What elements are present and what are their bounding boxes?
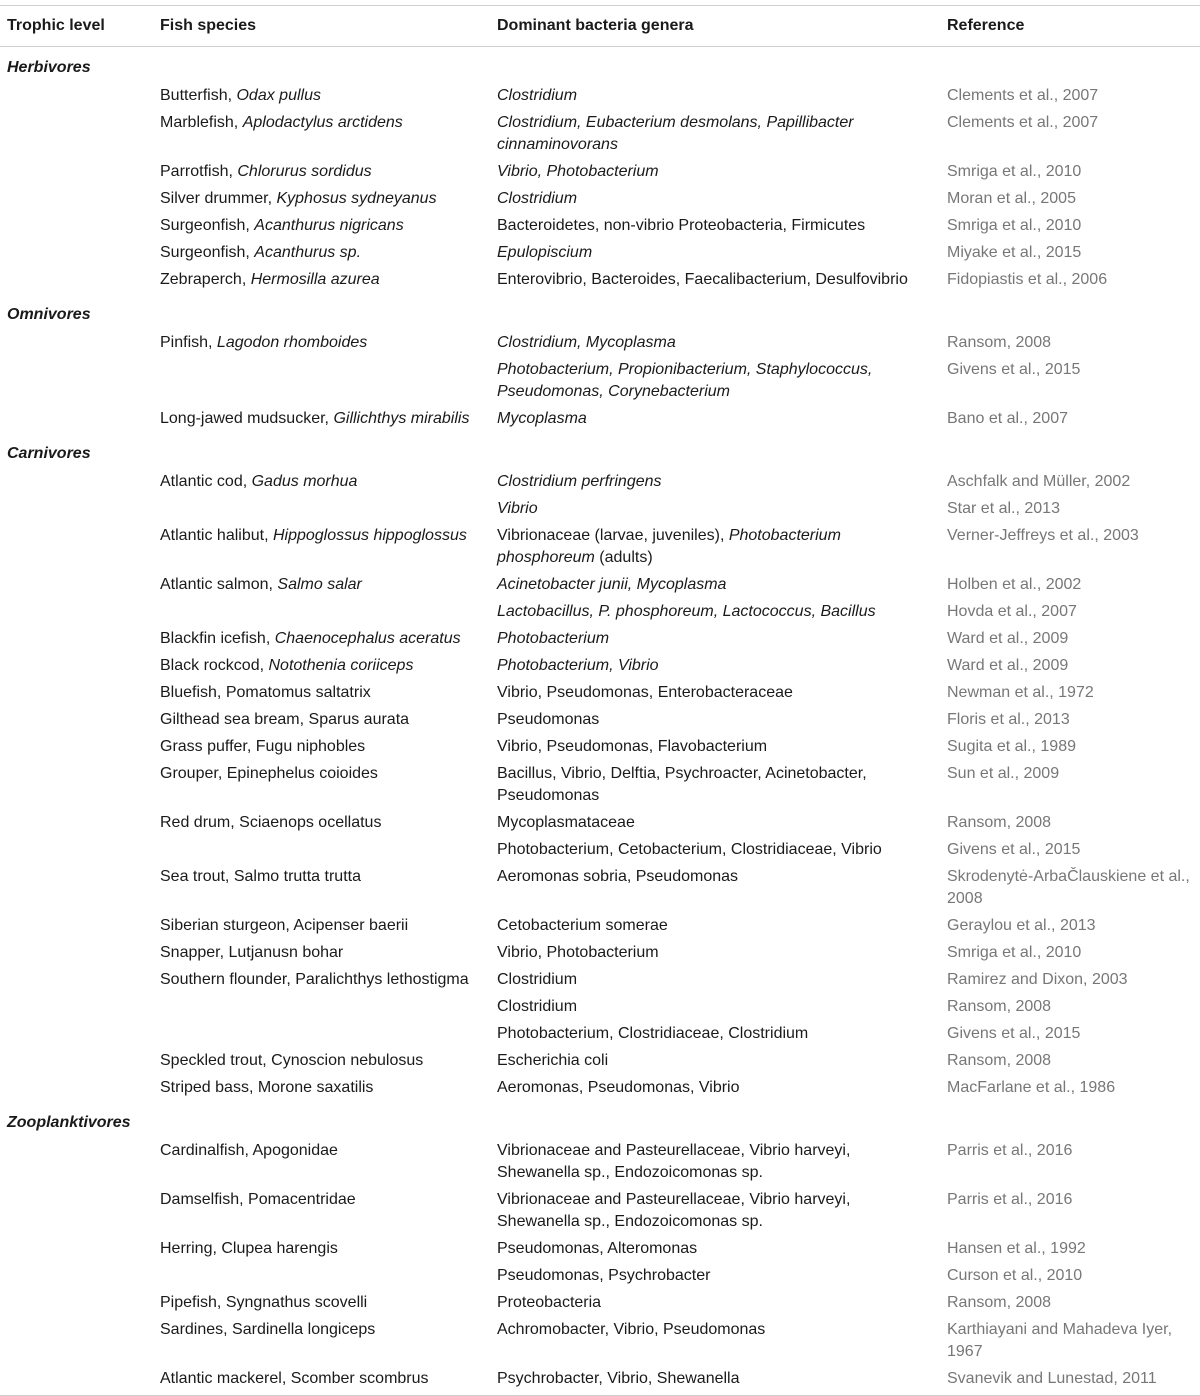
bacteria-text: Pseudomonas, Psychrobacter <box>497 1267 711 1284</box>
table-row <box>0 240 1200 267</box>
bacteria-cell <box>490 186 940 213</box>
species-common: Siberian sturgeon, Acipenser baerii <box>160 917 409 934</box>
reference-cell: Ward et al., 2009 <box>947 657 1069 674</box>
bacteria-cell <box>490 837 940 864</box>
species-cell <box>153 913 490 940</box>
species-scientific: Chaenocephalus aceratus <box>274 630 461 647</box>
bacteria-text: Proteobacteria <box>497 1294 602 1311</box>
species-cell <box>153 357 490 406</box>
table-row <box>0 1138 1200 1187</box>
trophic-cell <box>0 523 153 572</box>
bacteria-cell <box>490 940 940 967</box>
table-row <box>0 572 1200 599</box>
table-row <box>0 1187 1200 1236</box>
bacteria-text: Enterovibrio, Bacteroides, Faecalibacterium, Desulfovibrio <box>497 271 908 288</box>
table-row <box>0 406 1200 433</box>
reference-cell: Ransom, 2008 <box>947 1052 1052 1069</box>
bacteria-text: Pseudomonas <box>497 711 600 728</box>
reference-cell: Moran et al., 2005 <box>947 190 1076 207</box>
species-common: Grass puffer, Fugu niphobles <box>160 738 366 755</box>
trophic-cell <box>0 599 153 626</box>
table-row <box>0 1317 1200 1366</box>
species-cell <box>153 994 490 1021</box>
species-cell <box>153 572 490 599</box>
table-row <box>0 330 1200 357</box>
table-row <box>0 994 1200 1021</box>
trophic-cell <box>0 1366 153 1396</box>
table-row <box>0 734 1200 761</box>
species-cell <box>153 864 490 913</box>
header-fish-species: Fish species <box>153 6 490 47</box>
table-row <box>0 1236 1200 1263</box>
header-bacteria-genera: Dominant bacteria genera <box>490 6 940 47</box>
reference-cell: Newman et al., 1972 <box>947 684 1094 701</box>
reference-cell: Smriga et al., 2010 <box>947 217 1082 234</box>
trophic-cell <box>0 734 153 761</box>
trophic-cell <box>0 994 153 1021</box>
bacteria-text: Acinetobacter junii, Mycoplasma <box>497 576 727 593</box>
table-row <box>0 496 1200 523</box>
reference-cell: Ransom, 2008 <box>947 1294 1052 1311</box>
species-scientific: Gadus morhua <box>251 473 358 490</box>
bacteria-text: Mycoplasmataceae <box>497 814 635 831</box>
bacteria-cell <box>490 267 940 294</box>
bacteria-text: Vibrionaceae and Pasteurellaceae, Vibrio harveyi, Shewanella sp., Endozoicomonas sp. <box>497 1191 851 1230</box>
species-common: Bluefish, Pomatomus saltatrix <box>160 684 371 701</box>
bacteria-cell <box>490 864 940 913</box>
species-cell <box>153 159 490 186</box>
trophic-cell <box>0 837 153 864</box>
species-cell <box>153 406 490 433</box>
table-row <box>0 680 1200 707</box>
table-row <box>0 110 1200 159</box>
species-scientific: Lagodon rhomboides <box>216 334 368 351</box>
bacteria-text: Clostridium <box>497 971 578 988</box>
species-cell <box>153 967 490 994</box>
bacteria-cell <box>490 1366 940 1396</box>
bacteria-text: Clostridium, Mycoplasma <box>497 334 676 351</box>
bacteria-cell <box>490 1075 940 1102</box>
reference-cell: Geraylou et al., 2013 <box>947 917 1096 934</box>
table-row <box>0 186 1200 213</box>
trophic-cell <box>0 83 153 110</box>
table-row <box>0 469 1200 496</box>
species-common: Sardines, Sardinella longiceps <box>160 1321 376 1338</box>
reference-cell: Aschfalk and Müller, 2002 <box>947 473 1131 490</box>
trophic-cell <box>0 1021 153 1048</box>
header-trophic-level: Trophic level <box>0 6 153 47</box>
bacteria-cell <box>490 1290 940 1317</box>
species-cell <box>153 761 490 810</box>
trophic-cell <box>0 213 153 240</box>
species-common: Blackfin icefish, <box>160 630 275 647</box>
bacteria-cell <box>490 357 940 406</box>
group-row <box>0 294 1200 330</box>
table-row <box>0 761 1200 810</box>
species-common: Pipefish, Syngnathus scovelli <box>160 1294 368 1311</box>
bacteria-text: Clostridium <box>497 87 578 104</box>
trophic-cell <box>0 1138 153 1187</box>
bacteria-text: Aeromonas, Pseudomonas, Vibrio <box>497 1079 740 1096</box>
reference-cell: Ransom, 2008 <box>947 334 1052 351</box>
bacteria-cell <box>490 1138 940 1187</box>
table-row <box>0 1075 1200 1102</box>
bacteria-cell <box>490 994 940 1021</box>
group-label: Herbivores <box>7 59 91 76</box>
bacteria-cell <box>490 496 940 523</box>
reference-cell: Hansen et al., 1992 <box>947 1240 1086 1257</box>
reference-cell: Smriga et al., 2010 <box>947 944 1082 961</box>
species-cell <box>153 469 490 496</box>
bacteria-cell <box>490 1263 940 1290</box>
species-cell <box>153 1021 490 1048</box>
table-row <box>0 1290 1200 1317</box>
bacteria-text: Lactobacillus, P. phosphoreum, Lactococcus, Bacillus <box>497 603 876 620</box>
bacteria-cell <box>490 653 940 680</box>
bacteria-text: Psychrobacter, Vibrio, Shewanella <box>497 1370 740 1387</box>
reference-cell: Miyake et al., 2015 <box>947 244 1082 261</box>
species-cell <box>153 496 490 523</box>
reference-cell: MacFarlane et al., 1986 <box>947 1079 1116 1096</box>
bacteria-text: Vibrionaceae and Pasteurellaceae, Vibrio harveyi, Shewanella sp., Endozoicomonas sp. <box>497 1142 851 1181</box>
bacteria-text: Cetobacterium somerae <box>497 917 668 934</box>
table-row <box>0 837 1200 864</box>
species-common: Atlantic mackerel, Scomber scombrus <box>160 1370 429 1387</box>
group-row <box>0 1102 1200 1138</box>
species-cell <box>153 240 490 267</box>
species-cell <box>153 1075 490 1102</box>
trophic-cell <box>0 186 153 213</box>
bacteria-cell <box>490 572 940 599</box>
bacteria-text: Mycoplasma <box>497 410 587 427</box>
species-common: Surgeonfish, <box>160 244 255 261</box>
bacteria-cell <box>490 469 940 496</box>
table-row <box>0 357 1200 406</box>
table-body <box>0 47 1200 1396</box>
trophic-cell <box>0 653 153 680</box>
bacteria-cell <box>490 406 940 433</box>
bacteria-text: Clostridium, Eubacterium desmolans, Papillibacter cinnaminovorans <box>497 114 854 153</box>
bacteria-text: Photobacterium, Clostridiaceae, Clostridium <box>497 1025 809 1042</box>
species-cell <box>153 1366 490 1396</box>
bacteria-part: (adults) <box>594 549 653 566</box>
table-row <box>0 967 1200 994</box>
reference-cell: Ward et al., 2009 <box>947 630 1069 647</box>
species-cell <box>153 1138 490 1187</box>
bacteria-cell <box>490 83 940 110</box>
table-row <box>0 599 1200 626</box>
species-common: Cardinalfish, Apogonidae <box>160 1142 338 1159</box>
species-scientific: Gillichthys mirabilis <box>333 410 470 427</box>
table-row <box>0 1048 1200 1075</box>
species-scientific: Kyphosus sydneyanus <box>276 190 437 207</box>
group-row <box>0 433 1200 469</box>
species-common: Parrotfish, <box>160 163 238 180</box>
trophic-cell <box>0 406 153 433</box>
reference-cell: Star et al., 2013 <box>947 500 1060 517</box>
table-row <box>0 159 1200 186</box>
bacteria-cell <box>490 734 940 761</box>
bacteria-cell <box>490 1048 940 1075</box>
trophic-cell <box>0 1048 153 1075</box>
table-row <box>0 626 1200 653</box>
group-label: Carnivores <box>7 445 91 462</box>
reference-cell: Hovda et al., 2007 <box>947 603 1077 620</box>
trophic-cell <box>0 1236 153 1263</box>
reference-cell: Givens et al., 2015 <box>947 841 1081 858</box>
bacteria-text: Vibrio, Photobacterium <box>497 944 659 961</box>
reference-cell: Clements et al., 2007 <box>947 114 1099 131</box>
bacteria-cell <box>490 1021 940 1048</box>
species-cell <box>153 186 490 213</box>
species-cell <box>153 1263 490 1290</box>
table-row <box>0 653 1200 680</box>
species-cell <box>153 940 490 967</box>
bacteria-cell <box>490 626 940 653</box>
bacteria-part: Vibrionaceae (larvae, juveniles), <box>497 527 729 544</box>
bacteria-text: Epulopiscium <box>497 244 593 261</box>
table-row <box>0 810 1200 837</box>
bacteria-cell <box>490 680 940 707</box>
trophic-cell <box>0 680 153 707</box>
reference-cell: Holben et al., 2002 <box>947 576 1082 593</box>
species-common: Speckled trout, Cynoscion nebulosus <box>160 1052 424 1069</box>
bacteria-text: Clostridium perfringens <box>497 473 662 490</box>
bacteria-cell <box>490 213 940 240</box>
table-row <box>0 523 1200 572</box>
species-common: Red drum, Sciaenops ocellatus <box>160 814 382 831</box>
trophic-cell <box>0 864 153 913</box>
species-cell <box>153 653 490 680</box>
species-cell <box>153 523 490 572</box>
reference-cell: Floris et al., 2013 <box>947 711 1070 728</box>
bacteria-cell <box>490 159 940 186</box>
trophic-cell <box>0 469 153 496</box>
trophic-cell <box>0 572 153 599</box>
reference-cell: Bano et al., 2007 <box>947 410 1068 427</box>
bacteria-text: Clostridium <box>497 190 578 207</box>
species-common: Zebraperch, <box>160 271 251 288</box>
bacteria-cell <box>490 330 940 357</box>
reference-cell: Clements et al., 2007 <box>947 87 1099 104</box>
species-cell <box>153 213 490 240</box>
table-row <box>0 267 1200 294</box>
species-cell <box>153 83 490 110</box>
species-cell <box>153 680 490 707</box>
bacteria-text: Aeromonas sobria, Pseudomonas <box>497 868 739 885</box>
species-common: Atlantic cod, <box>160 473 252 490</box>
species-common: Gilthead sea bream, Sparus aurata <box>160 711 410 728</box>
trophic-cell <box>0 1075 153 1102</box>
bacteria-cell <box>490 1187 940 1236</box>
bacteria-text: Bacteroidetes, non-vibrio Proteobacteria, Firmicutes <box>497 217 866 234</box>
trophic-cell <box>0 626 153 653</box>
bacteria-text: Pseudomonas, Alteromonas <box>497 1240 698 1257</box>
trophic-cell <box>0 496 153 523</box>
reference-cell: Parris et al., 2016 <box>947 1142 1073 1159</box>
table-row <box>0 1263 1200 1290</box>
bacteria-text: Vibrio, Pseudomonas, Enterobacteraceae <box>497 684 793 701</box>
bacteria-text: Photobacterium, Cetobacterium, Clostridiaceae, Vibrio <box>497 841 882 858</box>
trophic-cell <box>0 357 153 406</box>
trophic-cell <box>0 967 153 994</box>
species-cell <box>153 707 490 734</box>
header-reference: Reference <box>940 6 1200 47</box>
bacteria-cell <box>490 761 940 810</box>
trophic-cell <box>0 810 153 837</box>
trophic-cell <box>0 159 153 186</box>
species-common: Striped bass, Morone saxatilis <box>160 1079 374 1096</box>
table-header <box>0 6 1200 47</box>
reference-cell: Ransom, 2008 <box>947 814 1052 831</box>
bacteria-cell <box>490 967 940 994</box>
species-common: Surgeonfish, <box>160 217 255 234</box>
bacteria-text: Bacillus, Vibrio, Delftia, Psychroacter, Acinetobacter, Pseudomonas <box>497 765 867 804</box>
bacteria-text: Vibrio, Photobacterium <box>497 163 659 180</box>
reference-cell: Smriga et al., 2010 <box>947 163 1082 180</box>
table-row <box>0 83 1200 110</box>
species-cell <box>153 267 490 294</box>
table-row <box>0 213 1200 240</box>
bacteria-cell <box>490 1236 940 1263</box>
trophic-cell <box>0 1317 153 1366</box>
bacteria-text: Clostridium <box>497 998 578 1015</box>
species-cell <box>153 599 490 626</box>
species-common: Grouper, Epinephelus coioides <box>160 765 378 782</box>
species-cell <box>153 734 490 761</box>
species-cell <box>153 626 490 653</box>
species-cell <box>153 110 490 159</box>
group-label: Zooplanktivores <box>7 1114 131 1131</box>
species-scientific: Chlorurus sordidus <box>237 163 372 180</box>
bacteria-text: Escherichia coli <box>497 1052 609 1069</box>
reference-cell: Sugita et al., 1989 <box>947 738 1076 755</box>
group-row <box>0 47 1200 84</box>
trophic-cell <box>0 940 153 967</box>
species-common: Snapper, Lutjanusn bohar <box>160 944 344 961</box>
species-common: Marblefish, <box>160 114 243 131</box>
trophic-cell <box>0 707 153 734</box>
bacteria-cell <box>490 1317 940 1366</box>
species-scientific: Notothenia coriiceps <box>268 657 414 674</box>
bacteria-table <box>0 5 1200 1396</box>
group-label: Omnivores <box>7 306 91 323</box>
species-cell <box>153 330 490 357</box>
species-scientific: Acanthurus nigricans <box>254 217 404 234</box>
reference-cell: Fidopiastis et al., 2006 <box>947 271 1108 288</box>
bacteria-part: Photobacterium phosphoreum <box>497 527 841 566</box>
bacteria-cell <box>490 810 940 837</box>
species-common: Atlantic salmon, <box>160 576 278 593</box>
table-row <box>0 913 1200 940</box>
species-common: Long-jawed mudsucker, <box>160 410 334 427</box>
reference-cell: Parris et al., 2016 <box>947 1191 1073 1208</box>
trophic-cell <box>0 1290 153 1317</box>
bacteria-text: Vibrio, Pseudomonas, Flavobacterium <box>497 738 768 755</box>
species-common: Southern flounder, Paralichthys lethostigma <box>160 971 469 988</box>
bacteria-text: Photobacterium, Vibrio <box>497 657 659 674</box>
bacteria-text: Vibrio <box>497 500 538 517</box>
species-common: Herring, Clupea harengis <box>160 1240 338 1257</box>
bacteria-text: Photobacterium <box>497 630 610 647</box>
species-common: Pinfish, <box>160 334 217 351</box>
trophic-cell <box>0 913 153 940</box>
bacteria-cell <box>490 913 940 940</box>
reference-cell: Ransom, 2008 <box>947 998 1052 1015</box>
trophic-cell <box>0 267 153 294</box>
reference-cell: Ramirez and Dixon, 2003 <box>947 971 1128 988</box>
reference-cell: Karthiayani and Mahadeva Iyer, 1967 <box>947 1321 1173 1360</box>
species-scientific: Odax pullus <box>236 87 321 104</box>
trophic-cell <box>0 110 153 159</box>
species-scientific: Hippoglossus hippoglossus <box>272 527 467 544</box>
bacteria-cell <box>490 599 940 626</box>
trophic-cell <box>0 1263 153 1290</box>
species-cell <box>153 837 490 864</box>
bacteria-text: Photobacterium, Propionibacterium, Staphylococcus, Pseudomonas, Corynebacterium <box>497 361 873 400</box>
species-cell <box>153 810 490 837</box>
species-common: Damselfish, Pomacentridae <box>160 1191 356 1208</box>
species-common: Sea trout, Salmo trutta trutta <box>160 868 361 885</box>
species-scientific: Salmo salar <box>277 576 362 593</box>
species-cell <box>153 1236 490 1263</box>
reference-cell: Skrodenytė-ArbaČlauskiene et al., 2008 <box>947 868 1190 907</box>
trophic-cell <box>0 1187 153 1236</box>
reference-cell: Givens et al., 2015 <box>947 1025 1081 1042</box>
bacteria-cell <box>490 523 940 572</box>
species-cell <box>153 1317 490 1366</box>
bacteria-text: Achromobacter, Vibrio, Pseudomonas <box>497 1321 766 1338</box>
reference-cell: Givens et al., 2015 <box>947 361 1081 378</box>
table-row <box>0 1366 1200 1396</box>
reference-cell: Svanevik and Lunestad, 2011 <box>940 1366 1200 1396</box>
species-scientific: Hermosilla azurea <box>250 271 380 288</box>
trophic-cell <box>0 761 153 810</box>
reference-cell: Verner-Jeffreys et al., 2003 <box>947 527 1139 544</box>
species-cell <box>153 1048 490 1075</box>
table-row <box>0 864 1200 913</box>
table-row <box>0 707 1200 734</box>
trophic-cell <box>0 240 153 267</box>
reference-cell: Sun et al., 2009 <box>947 765 1060 782</box>
species-cell <box>153 1187 490 1236</box>
bacteria-cell <box>490 707 940 734</box>
species-scientific: Aplodactylus arctidens <box>242 114 403 131</box>
species-common: Butterfish, <box>160 87 237 104</box>
species-common: Black rockcod, <box>160 657 269 674</box>
bacteria-cell <box>490 240 940 267</box>
species-scientific: Acanthurus sp. <box>254 244 362 261</box>
table-row <box>0 940 1200 967</box>
reference-cell: Curson et al., 2010 <box>947 1267 1083 1284</box>
table-row <box>0 1021 1200 1048</box>
species-common: Silver drummer, <box>160 190 277 207</box>
species-cell <box>153 1290 490 1317</box>
species-common: Atlantic halibut, <box>160 527 273 544</box>
bacteria-cell <box>490 110 940 159</box>
trophic-cell <box>0 330 153 357</box>
